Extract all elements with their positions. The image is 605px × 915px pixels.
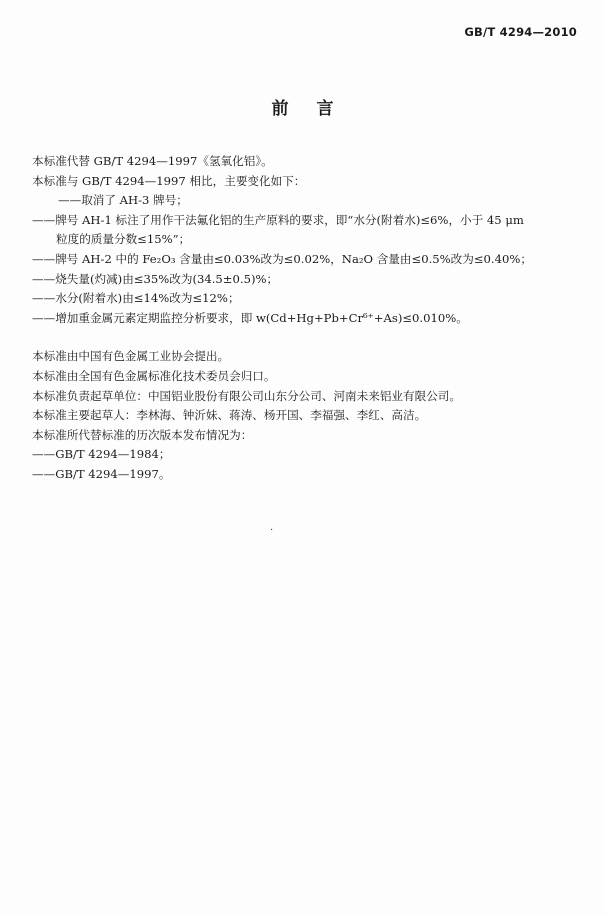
paragraph-changes-intro: 本标准与 GB/T 4294—1997 相比，主要变化如下： xyxy=(32,173,306,188)
history-item: ——GB/T 4294—1997。 xyxy=(32,466,171,481)
end-mark: · xyxy=(270,525,274,536)
page-title: 前言 xyxy=(271,99,362,119)
paragraph-committee: 本标准由全国有色金属标准化技术委员会归口。 xyxy=(32,368,276,383)
history-item: ——GB/T 4294—1984； xyxy=(32,447,171,462)
change-item: ——水分(附着水)由≤14%改为≤12%； xyxy=(32,291,240,306)
change-item: ——取消了 AH-3 牌号； xyxy=(58,193,188,208)
change-item: ——烧失量(灼减)由≤35%改为(34.5±0.5)%； xyxy=(32,271,279,286)
paragraph-drafters: 本标准主要起草人：李林海、钟沂妹、蒋涛、杨开国、李福强、李红、高洁。 xyxy=(32,408,427,423)
foreword-body xyxy=(32,152,587,485)
standard-code: GB/T 4294—2010 xyxy=(464,25,577,39)
paragraph-gap xyxy=(32,328,587,347)
paragraph-drafting-units: 本标准负责起草单位：中国铝业股份有限公司山东分公司、河南未来铝业有限公司。 xyxy=(32,388,461,403)
paragraph-history-intro: 本标准所代替标准的历次版本发布情况为： xyxy=(32,427,253,442)
paragraph-replaces: 本标准代替 GB/T 4294—1997《氢氧化铝》。 xyxy=(32,154,273,168)
change-item-continuation: 粒度的质量分数≤15%”； xyxy=(56,232,191,247)
paragraph-proposer: 本标准由中国有色金属工业协会提出。 xyxy=(32,349,230,364)
change-item: ——牌号 AH-2 中的 Fe₂O₃ 含量由≤0.03%改为≤0.02%，Na₂O 含量由≤0.5%改为≤0.40%； xyxy=(32,251,532,266)
change-item: ——牌号 AH-1 标注了用作干法氟化铝的生产原料的要求，即“水分(附着水)≤6%，小于 45 μm xyxy=(32,212,524,227)
change-item: ——增加重金属元素定期监控分析要求，即 w(Cd+Hg+Pb+Cr⁶⁺+As)≤0.010%。 xyxy=(32,310,468,325)
